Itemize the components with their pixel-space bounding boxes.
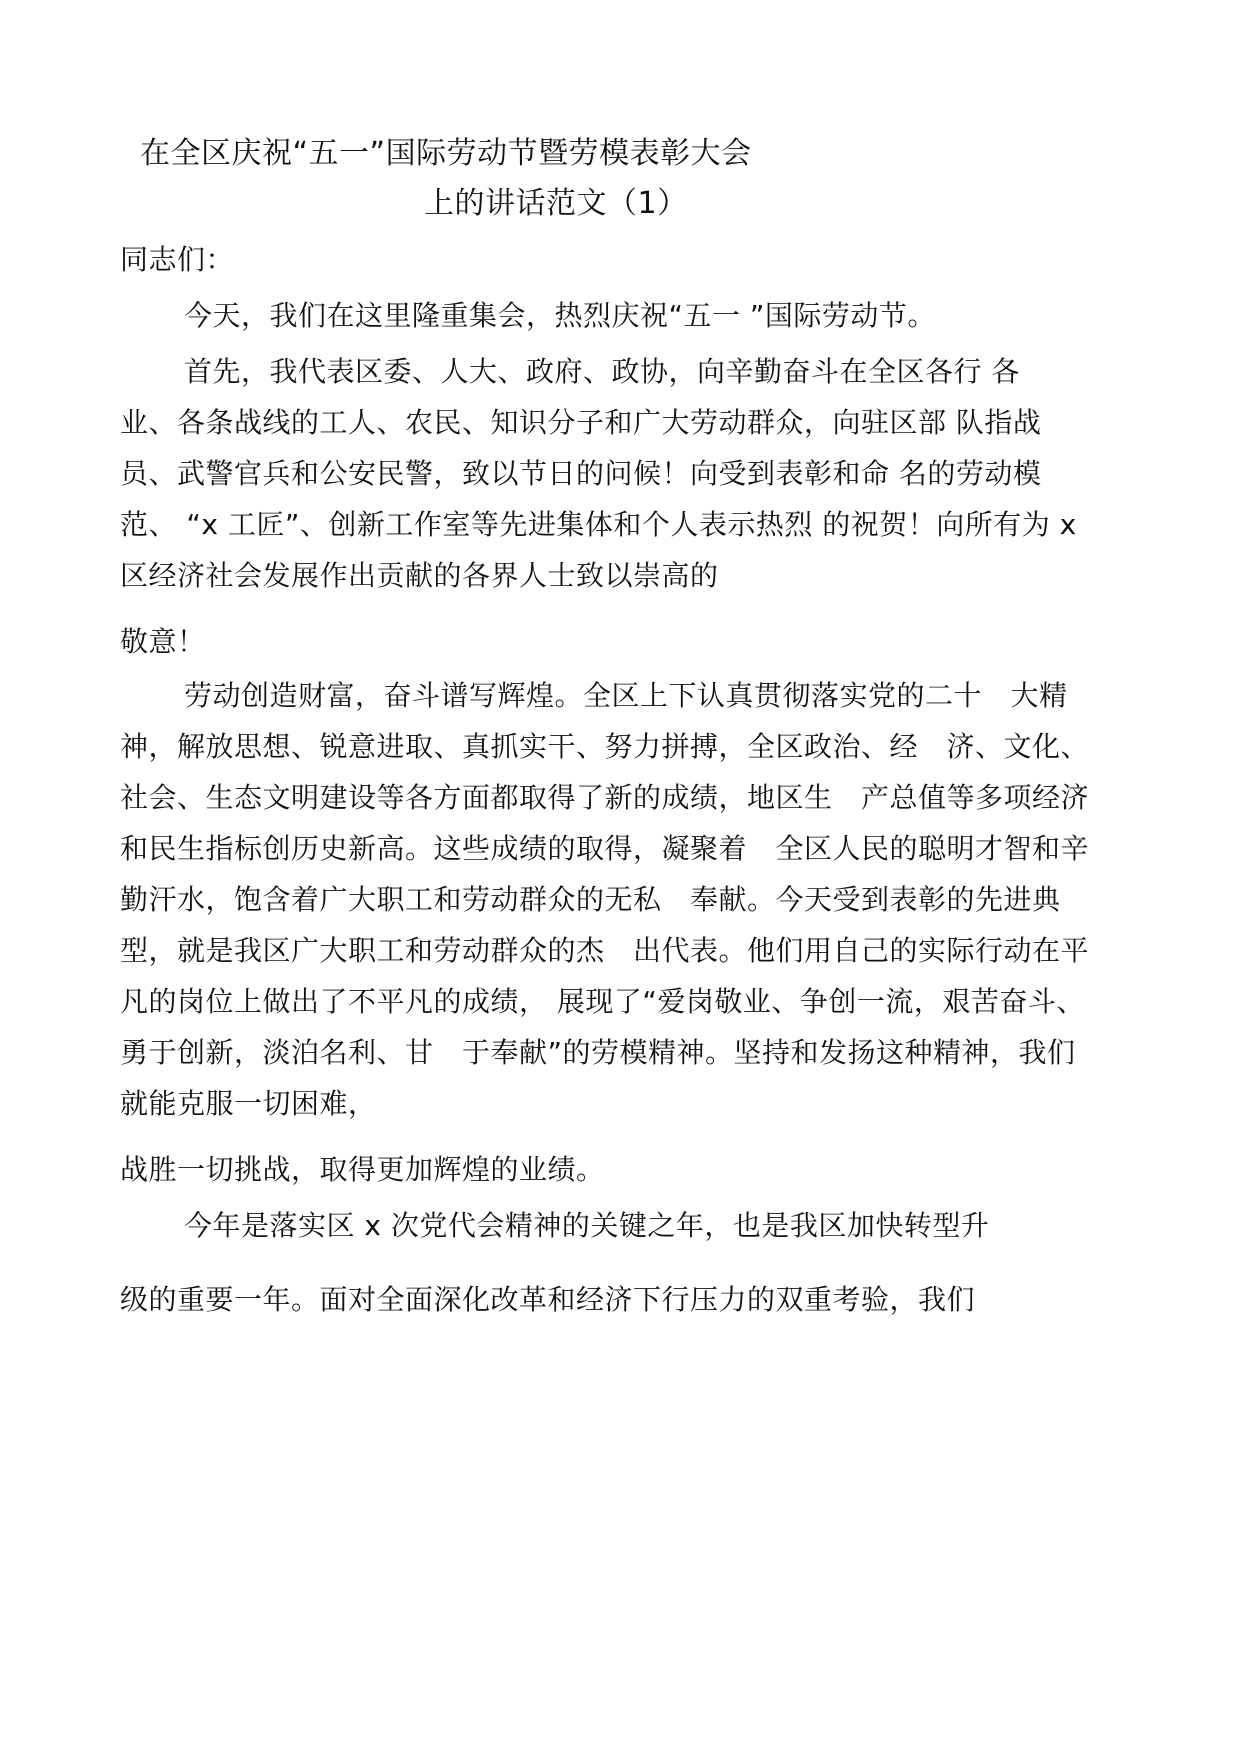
paragraph-line: 级的重要一年。面对全面深化改革和经济下行压力的双重考验，我们 (120, 1283, 976, 1316)
paragraph-line: 神，解放思想、锐意进取、真抓实干、努力拼搏，全区政治、经 济、文化、 (120, 730, 1090, 763)
paragraph-line: 勇于创新，淡泊名利、甘 于奉献”的劳模精神。坚持和发扬这种精神，我们 (120, 1036, 1076, 1069)
salutation: 同志们： (120, 243, 235, 276)
paragraph-line: 区经济社会发展作出贡献的各界人士致以崇高的 (120, 559, 719, 592)
paragraph-line: 业、各条战线的工人、农民、知识分子和广大劳动群众，向驻区部 队指战 (120, 406, 1042, 439)
paragraph-line: 范、 “x 工匠”、创新工作室等先进集体和个人表示热烈 的祝贺！向所有为 x (120, 508, 1077, 541)
paragraph-line: 今年是落实区 x 次党代会精神的关键之年，也是我区加快转型升 (184, 1209, 990, 1242)
document-title-line-1: 在全区庆祝“五一”国际劳动节暨劳模表彰大会 (140, 136, 752, 171)
paragraph-line: 首先，我代表区委、人大、政府、政协，向辛勤奋斗在全区各行 各 (184, 355, 1020, 388)
paragraph-line: 战胜一切挑战，取得更加辉煌的业绩。 (120, 1153, 605, 1186)
paragraph-line: 员、武警官兵和公安民警，致以节日的问候！向受到表彰和命 名的劳动模 (120, 457, 1042, 490)
paragraph-line: 凡的岗位上做出了不平凡的成绩， 展现了“爱岗敬业、争创一流，艰苦奋斗、 (120, 985, 1085, 1018)
paragraph-line: 社会、生态文明建设等各方面都取得了新的成绩，地区生 产总值等多项经济 (120, 781, 1090, 814)
paragraph-line: 敬意！ (120, 625, 206, 658)
paragraph-line: 就能克服一切困难， (120, 1087, 377, 1120)
paragraph-line: 勤汗水，饱含着广大职工和劳动群众的无私 奉献。今天受到表彰的先进典 (120, 883, 1061, 916)
paragraph-line: 今天，我们在这里隆重集会，热烈庆祝“五一 ”国际劳动节。 (184, 299, 936, 332)
paragraph-line: 劳动创造财富，奋斗谱写辉煌。全区上下认真贯彻落实党的二十 大精 (184, 679, 1068, 712)
document-title-line-2: 上的讲话范文（1） (424, 186, 688, 221)
paragraph-line: 和民生指标创历史新高。这些成绩的取得，凝聚着 全区人民的聪明才智和辛 (120, 832, 1090, 865)
paragraph-line: 型，就是我区广大职工和劳动群众的杰 出代表。他们用自己的实际行动在平 (120, 934, 1090, 967)
